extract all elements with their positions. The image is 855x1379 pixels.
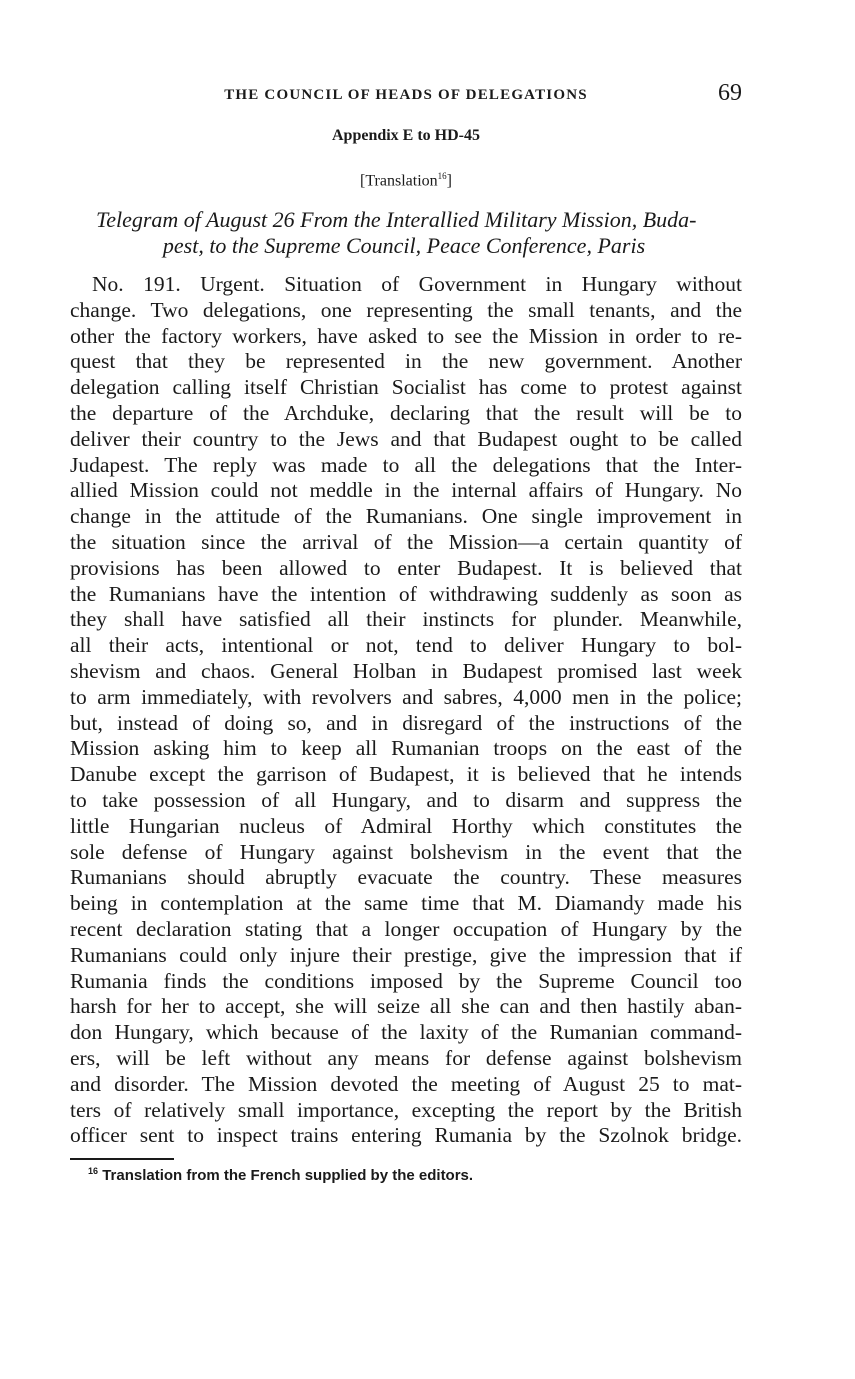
translation-label [70,171,742,190]
body-line: Mission asking him to keep all Rumanian troops on the east of the [70,736,742,761]
body-line: to arm immediately, with revolvers and sabres, 4,000 men in the police; [70,684,742,709]
footnote-reference: 16 [437,171,447,181]
running-header [70,80,742,108]
body-line: the Rumanians have the intention of withdrawing suddenly as soon as [70,581,742,606]
body-line: all their acts, intentional or not, tend to deliver Hungary to bol- [70,633,742,658]
document-heading [96,207,742,259]
body-line: harsh for her to accept, she will seize all she can and then hastily aban- [70,994,742,1019]
body-line: other the factory workers, have asked to see the Mission in order to re- [70,323,742,348]
body-line: delegation calling itself Christian Socialist has come to protest against [70,375,742,400]
body-line: the departure of the Archduke, declaring that the result will be to [70,400,742,425]
body-line: but, instead of doing so, and in disregard of the instructions of the [70,710,742,735]
translation-text: [Translation [360,172,438,190]
footnote-text: Translation from the French supplied by the editors. [102,1167,474,1184]
footnote-marker: 16 [88,1166,99,1176]
body-line: officer sent to inspect trains entering Rumania by the Szolnok bridge. [70,1123,742,1148]
body-line: shevism and chaos. General Holban in Budapest promised last week [70,658,742,683]
body-line: sole defense of Hungary against bolshevism in the event that the [70,839,742,864]
body-line: change. Two delegations, one representing the small tenants, and the [70,297,742,322]
body-line: deliver their country to the Jews and that Budapest ought to be called [70,426,742,451]
body-line: to take possession of all Hungary, and to disarm and suppress the [70,787,742,812]
body-line: allied Mission could not meddle in the internal affairs of Hungary. No [70,478,742,503]
body-line: the situation since the arrival of the Mission—a certain quantity of [70,529,742,554]
footnote [88,1166,473,1184]
appendix-title: Appendix E to HD-45 [331,127,481,144]
telegram-body [70,272,742,1149]
body-line: Rumania finds the conditions imposed by the Supreme Council too [70,968,742,993]
running-title: THE COUNCIL OF HEADS OF DELEGATIONS [224,87,588,103]
body-line: little Hungarian nucleus of Admiral Horthy which constitutes the [70,813,742,838]
body-line: change in the attitude of the Rumanians. One single improvement in [70,504,742,529]
body-line: they shall have satisfied all their instincts for plunder. Meanwhile, [70,607,742,632]
footnote-divider [70,1158,174,1160]
body-line: ters of relatively small importance, excepting the report by the British [70,1097,742,1122]
body-line: being in contemplation at the same time that M. Diamandy made his [70,891,742,916]
body-line: No. 191. Urgent. Situation of Government in Hungary without [92,272,742,296]
body-line: don Hungary, which because of the laxity of the Rumanian command- [70,1020,742,1045]
body-line: Danube except the garrison of Budapest, it is believed that he intends [70,762,742,787]
heading-line-2: pest, to the Supreme Council, Peace Conference, Paris [162,233,646,258]
body-line: Rumanians could only injure their prestige, give the impression that if [70,942,742,967]
body-line: recent declaration stating that a longer occupation of Hungary by the [70,916,742,941]
heading-line-1: Telegram of August 26 From the Interallied Military Mission, Buda- [96,207,697,232]
body-line: provisions has been allowed to enter Budapest. It is believed that [70,555,742,580]
body-line: and disorder. The Mission devoted the meeting of August 25 to mat- [70,1071,742,1096]
body-line: quest that they be represented in the new government. Another [70,349,742,374]
body-line: ers, will be left without any means for defense against bolshevism [70,1045,742,1070]
translation-close: ] [446,172,452,190]
body-line: Rumanians should abruptly evacuate the country. These measures [70,865,742,890]
body-line: Judapest. The reply was made to all the delegations that the Inter- [70,452,742,477]
page-number: 69 [718,80,742,106]
